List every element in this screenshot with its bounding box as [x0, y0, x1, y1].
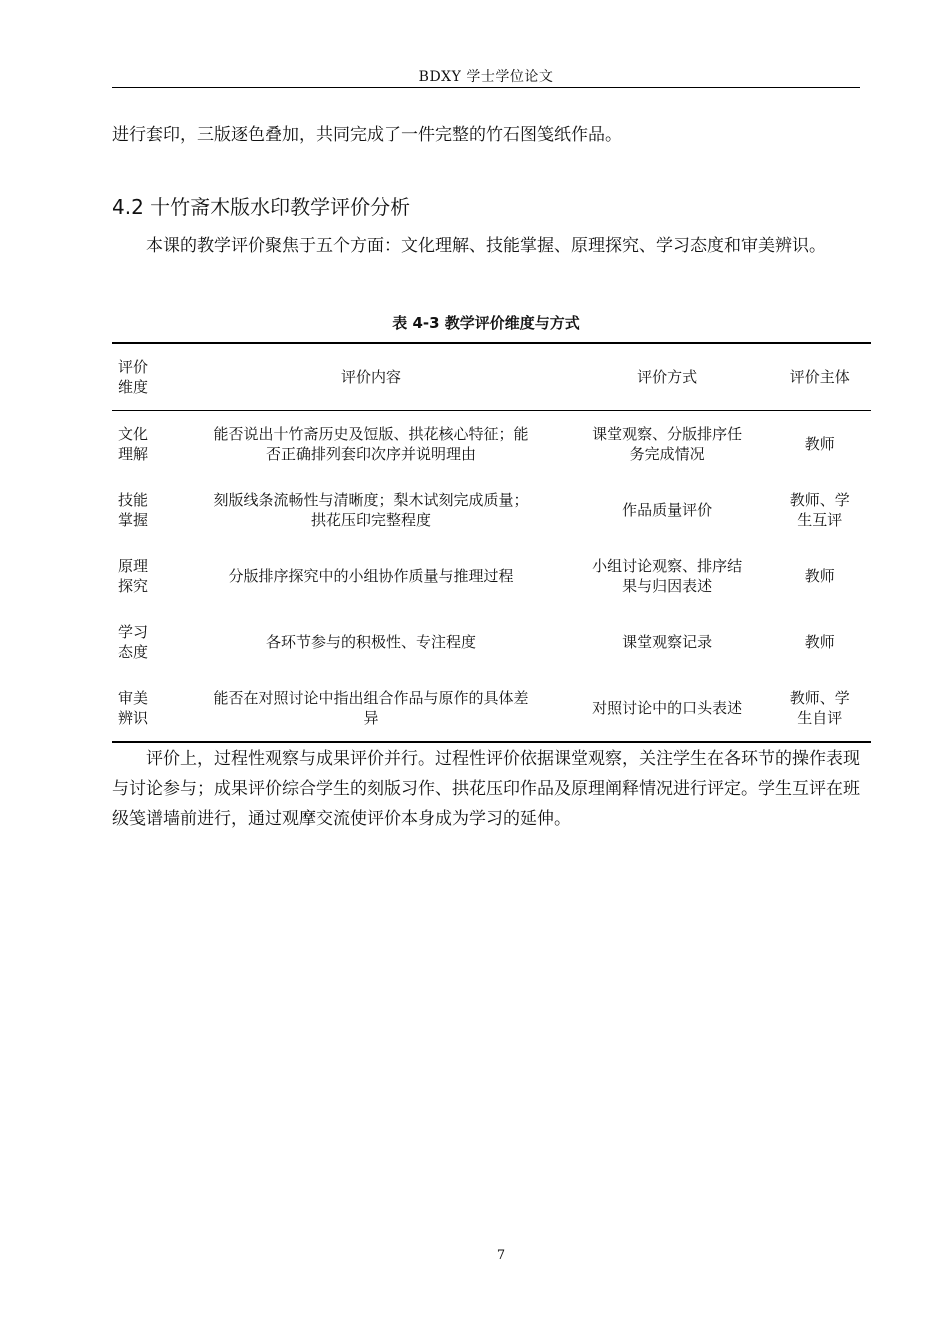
cell-subject: [769, 543, 871, 609]
cell-subject-line1: 教师、学: [789, 491, 850, 509]
cell-content-line1: 能否说出十竹斋历史及饾版、拱花核心特征；能: [213, 425, 529, 443]
cell-content: [176, 411, 566, 478]
cell-method-line1: 课堂观察记录: [622, 633, 713, 651]
table-row: [112, 411, 871, 478]
cell-dimension-line1: 审美: [118, 689, 149, 707]
cell-dimension: [112, 477, 176, 543]
cell-subject: [769, 477, 871, 543]
cell-content-line1: 分版排序探究中的小组协作质量与推理过程: [228, 567, 514, 585]
cell-subject-line1: 教师: [804, 435, 835, 453]
header-rule: [112, 87, 860, 88]
cell-subject-line1: 教师: [804, 633, 835, 651]
cell-subject-line2: 生互评: [797, 511, 843, 529]
cell-dimension-line1: 技能: [118, 491, 149, 509]
cell-content-line2: 异: [363, 709, 379, 727]
cell-content: [176, 609, 566, 675]
table-row: [112, 477, 871, 543]
cell-method-line1: 作品质量评价: [622, 501, 713, 519]
cell-dimension: [112, 411, 176, 478]
cell-dimension-line1: 文化: [118, 425, 149, 443]
cell-dimension-line2: 态度: [118, 643, 149, 661]
evaluation-table: [112, 342, 871, 743]
cell-dimension-line2: 理解: [118, 445, 149, 463]
cell-content-line2: 拱花压印完整程度: [311, 511, 432, 529]
cell-subject-line1: 教师、学: [789, 689, 850, 707]
header-dimension-line2: 维度: [118, 378, 149, 396]
cell-method: [566, 477, 769, 543]
cell-method: [566, 675, 769, 742]
cell-content: [176, 477, 566, 543]
cell-content-line1: 刻版线条流畅性与清晰度；梨木试刻完成质量；: [213, 491, 529, 509]
cell-method-line2: 务完成情况: [629, 445, 705, 463]
header-dimension: [112, 343, 176, 411]
cell-method-line1: 课堂观察、分版排序任: [592, 425, 743, 443]
running-header: BDXY 学士学位论文: [418, 69, 554, 85]
header-method: 评价方式: [637, 368, 698, 386]
section-title: 4.2 十竹斋木版水印教学评价分析: [112, 195, 411, 219]
table-header-row: [112, 343, 871, 411]
cell-dimension-line1: 原理: [118, 557, 149, 575]
cell-content: [176, 675, 566, 742]
cell-subject-line2: 生自评: [797, 709, 843, 727]
cell-dimension-line1: 学习: [118, 623, 149, 641]
cell-content: [176, 543, 566, 609]
cell-content-line1: 能否在对照讨论中指出组合作品与原作的具体差: [213, 689, 529, 707]
header-dimension-line1: 评价: [118, 358, 149, 376]
section-paragraph: 本课的教学评价聚焦于五个方面：文化理解、技能掌握、原理探究、学习态度和审美辨识。: [146, 236, 826, 256]
cell-method-line1: 小组讨论观察、排序结: [592, 557, 743, 575]
cell-method-line2: 果与归因表述: [622, 577, 713, 595]
cell-subject: [769, 609, 871, 675]
cell-dimension: [112, 609, 176, 675]
intro-paragraph: 进行套印，三版逐色叠加，共同完成了一件完整的竹石图笺纸作品。: [112, 125, 622, 145]
cell-method: [566, 411, 769, 478]
cell-method: [566, 543, 769, 609]
cell-dimension: [112, 543, 176, 609]
table-caption: 表 4-3 教学评价维度与方式: [392, 314, 580, 332]
cell-method: [566, 609, 769, 675]
cell-dimension-line2: 探究: [118, 577, 149, 595]
header-subject: 评价主体: [789, 368, 850, 386]
cell-content-line1: 各环节参与的积极性、专注程度: [266, 633, 477, 651]
cell-method-line1: 对照讨论中的口头表述: [592, 699, 743, 717]
table-row: [112, 675, 871, 742]
cell-subject-line1: 教师: [804, 567, 835, 585]
table-row: [112, 609, 871, 675]
cell-content-line2: 否正确排列套印次序并说明理由: [266, 445, 477, 463]
cell-subject: [769, 411, 871, 478]
table-row: [112, 543, 871, 609]
closing-paragraph: 评价上，过程性观察与成果评价并行。过程性评价依据课堂观察，关注学生在各环节的操作表现与讨论参与；成果评价综合学生的刻版习作、拱花压印作品及原理阐释情况进行评定。学生互评在班级笺谱墙前进行，通过观摩交流使评价本身成为学习的延伸。: [112, 749, 860, 829]
cell-dimension-line2: 辨识: [118, 709, 149, 727]
cell-dimension: [112, 675, 176, 742]
header-content: 评价内容: [341, 368, 402, 386]
cell-dimension-line2: 掌握: [118, 511, 149, 529]
page-number: 7: [496, 1248, 506, 1263]
cell-subject: [769, 675, 871, 742]
